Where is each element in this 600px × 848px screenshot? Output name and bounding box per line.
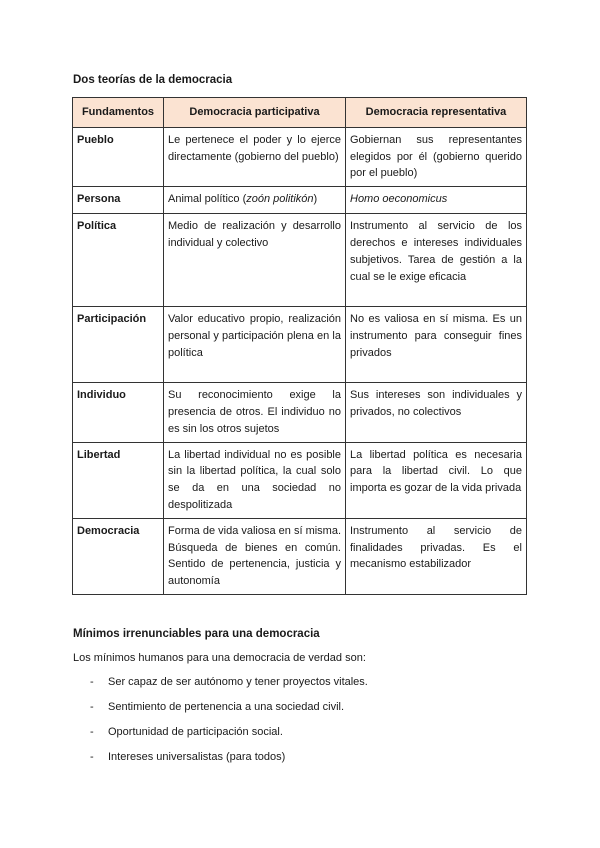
cell-text-prefix: Animal político (: [168, 193, 247, 206]
cell-representativa: No es valiosa en sí misma. Es un instrumento para conseguir fines privados: [346, 307, 527, 383]
cell-text-italic: zoón politikón: [246, 193, 314, 206]
row-key: Individuo: [73, 383, 164, 442]
table-row: [73, 127, 527, 186]
cell-representativa: Instrumento al servicio de los derechos e intereses individuales subjetivos. Tarea de gestión a la cual se le exige eficacia: [346, 214, 527, 307]
cell-representativa: Homo oeconomicus: [346, 187, 527, 214]
header-fundamentos: Fundamentos: [73, 98, 164, 128]
democracy-theories-table: [72, 97, 527, 595]
row-key: Pueblo: [73, 127, 164, 186]
cell-participativa: La libertad individual no es posible sin la libertad política, la cual solo se da en una sociedad no despolitizada: [164, 442, 346, 518]
bullet-dash: -: [90, 676, 94, 688]
list-item: [90, 676, 368, 701]
list-item: [90, 726, 368, 751]
cell-participativa: Le pertenece el poder y lo ejerce directamente (gobierno del pueblo): [164, 127, 346, 186]
row-key: Democracia: [73, 518, 164, 594]
bullet-dash: -: [90, 751, 94, 763]
table-row: [73, 214, 527, 307]
bullet-dash: -: [90, 726, 94, 738]
list-item: [90, 751, 368, 776]
bullet-dash: -: [90, 701, 94, 713]
header-participativa: Democracia participativa: [164, 98, 346, 128]
table-row: [73, 187, 527, 214]
header-representativa: Democracia representativa: [346, 98, 527, 128]
table-row: [73, 383, 527, 442]
minimums-intro: Los mínimos humanos para una democracia de verdad son:: [73, 652, 366, 664]
minimums-list: [90, 676, 368, 776]
row-key: Política: [73, 214, 164, 307]
list-item: [90, 701, 368, 726]
row-key: Persona: [73, 187, 164, 214]
cell-text-suffix: ): [313, 193, 318, 206]
cell-representativa: Sus intereses son individuales y privados, no colectivos: [346, 383, 527, 442]
table-header-row: [73, 98, 527, 128]
cell-representativa: La libertad política es necesaria para la libertad civil. Lo que importa es gozar de la vida privada: [346, 442, 527, 518]
cell-representativa: Instrumento al servicio de finalidades privadas. Es el mecanismo estabilizador: [346, 518, 527, 594]
cell-participativa: [164, 187, 346, 214]
cell-participativa: Medio de realización y desarrollo individual y colectivo: [164, 214, 346, 307]
cell-representativa: Gobiernan sus representantes elegidos por él (gobierno querido por el pueblo): [346, 127, 527, 186]
cell-participativa: Su reconocimiento exige la presencia de otros. El individuo no es sin los otros sujetos: [164, 383, 346, 442]
table-row: [73, 442, 527, 518]
table-row: [73, 518, 527, 594]
cell-participativa: Valor educativo propio, realización personal y participación plena en la política: [164, 307, 346, 383]
list-item-text: Oportunidad de participación social.: [108, 726, 283, 738]
section-title-minimums: Mínimos irrenunciables para una democracia: [73, 628, 320, 640]
row-key: Libertad: [73, 442, 164, 518]
list-item-text: Sentimiento de pertenencia a una sociedad civil.: [108, 701, 345, 713]
table-row: [73, 307, 527, 383]
section-title-two-theories: Dos teorías de la democracia: [73, 74, 233, 86]
list-item-text: Intereses universalistas (para todos): [108, 751, 286, 763]
cell-participativa: Forma de vida valiosa en sí misma. Búsqueda de bienes en común. Sentido de pertenencia, justicia y autonomía: [164, 518, 346, 594]
list-item-text: Ser capaz de ser autónomo y tener proyectos vitales.: [108, 676, 368, 688]
row-key: Participación: [73, 307, 164, 383]
